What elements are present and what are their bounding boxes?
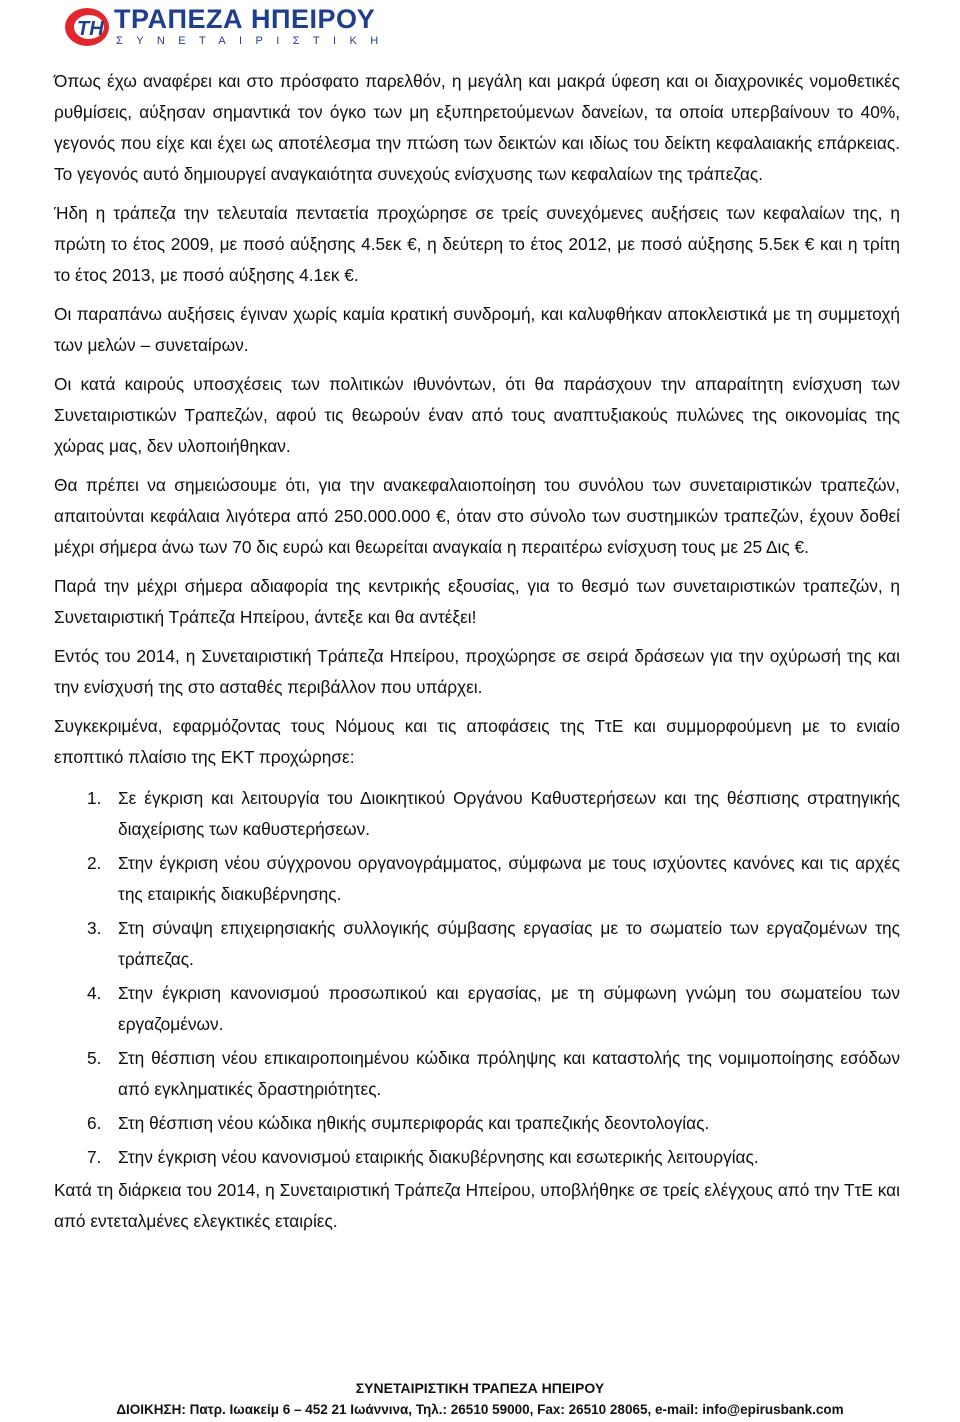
list-item-text: Στη θέσπιση νέου κώδικα ηθικής συμπεριφοράς και τραπεζικής δεοντολογίας. bbox=[118, 1113, 710, 1133]
list-item-number: 7. bbox=[87, 1147, 102, 1167]
logo-subtitle: ΣΥΝΕΤΑΙΡΙΣΤΙΚΗ bbox=[116, 35, 392, 47]
list-item-text: Σε έγκριση και λειτουργία του Διοικητικού Οργάνου Καθυστερήσεων και της θέσπισης στρατηγικής διαχείρισης των καθυστερήσεων. bbox=[118, 788, 900, 839]
list-item bbox=[54, 1043, 900, 1105]
list-item-text: Στη θέσπιση νέου επικαιροποιημένου κώδικα πρόληψης και καταστολής της νομιμοποίησης εσόδων από εγκληματικές δραστηριότητες. bbox=[118, 1048, 900, 1099]
paragraph-1: Όπως έχω αναφέρει και στο πρόσφατο παρελθόν, η μεγάλη και μακρά ύφεση και οι διαχρονικές νομοθετικές ρυθμίσεις, αύξησαν σημαντικά τον όγκο των μη εξυπηρετούμενων δανείων, τα οποία υπερβαίνουν το 40%, γεγονός που είχε και έχει ως αποτέλεσμα την πτώση των δεικτών και ιδίως του δείκτη κεφαλαιακής επάρκειας. Το γεγονός αυτό δημιουργεί αναγκαιότητα συνεχούς ενίσχυσης των κεφαλαίων της τράπεζας. bbox=[54, 71, 900, 184]
paragraph-2: Ήδη η τράπεζα την τελευταία πενταετία προχώρησε σε τρείς συνεχόμενες αυξήσεις των κεφαλαίων της, η πρώτη το έτος 2009, με ποσό αύξησης 4.5εκ €, η δεύτερη το έτος 2012, με ποσό αύξησης 5.5εκ € και η τρίτη το έτος 2013, με ποσό αύξησης 4.1εκ €. bbox=[54, 203, 900, 285]
logo-mark-icon bbox=[64, 6, 110, 48]
list-item bbox=[54, 913, 900, 975]
document-body bbox=[54, 66, 900, 1237]
list-item-number: 4. bbox=[87, 983, 102, 1003]
list-item bbox=[54, 1142, 900, 1173]
footer-address: ΔΙΟΙΚΗΣΗ: Πατρ. Ιωακείμ 6 – 452 21 Ιωάννινα, Τηλ.: 26510 59000, Fax: 26510 28065, e-mail: info@epirusbank.com bbox=[116, 1402, 844, 1417]
paragraph-7: Εντός του 2014, η Συνεταιριστική Τράπεζα Ηπείρου, προχώρησε σε σειρά δράσεων για την οχύρωσή της και την ενίσχυσή της στο ασταθές περιβάλλον που υπάρχει. bbox=[54, 646, 900, 697]
list-item-number: 2. bbox=[87, 853, 102, 873]
list-item-number: 5. bbox=[87, 1048, 102, 1068]
paragraph-3: Οι παραπάνω αυξήσεις έγιναν χωρίς καμία κρατική συνδρομή, και καλυφθήκαν αποκλειστικά με τη συμμετοχή των μελών – συνεταίρων. bbox=[54, 304, 900, 355]
footer-title: ΣΥΝΕΤΑΙΡΙΣΤΙΚΗ ΤΡΑΠΕΖΑ ΗΠΕΙΡΟΥ bbox=[355, 1380, 605, 1396]
paragraph-6: Παρά την μέχρι σήμερα αδιαφορία της κεντρικής εξουσίας, για το θεσμό των συνεταιριστικών τραπεζών, η Συνεταιριστική Τράπεζα Ηπείρου, άντεξε και θα αντέξει! bbox=[54, 576, 900, 627]
list-item-text: Στην έγκριση κανονισμού προσωπικού και εργασίας, με τη σύμφωνη γνώμη του σωματείου των εργαζομένων. bbox=[118, 983, 900, 1034]
actions-list bbox=[54, 783, 900, 1173]
list-item bbox=[54, 848, 900, 910]
list-item-text: Στη σύναψη επιχειρησιακής συλλογικής σύμβασης εργασίας με το σωματείο των εργαζομένων της τράπεζας. bbox=[118, 918, 900, 969]
paragraph-8: Συγκεκριμένα, εφαρμόζοντας τους Νόμους και τις αποφάσεις της ΤτΕ και συμμορφούμενη με το ενιαίο εποπτικό πλαίσιο της ΕΚΤ προχώρησε: bbox=[54, 716, 900, 767]
paragraph-5: Θα πρέπει να σημειώσουμε ότι, για την ανακεφαλαιοποίηση του συνόλου των συνεταιριστικών τραπεζών, απαιτούνται κεφάλαια λιγότερα από 250.000.000 €, όταν στο σύνολο των συστημικών τραπεζών, έχουν δοθεί μέχρι σήμερα άνω των 70 δις ευρώ και θεωρείται αναγκαία η περαιτέρω ενίσχυση τους με 25 Δις €. bbox=[54, 475, 900, 557]
list-item-number: 3. bbox=[87, 918, 102, 938]
paragraph-9: Κατά τη διάρκεια του 2014, η Συνεταιριστική Τράπεζα Ηπείρου, υποβλήθηκε σε τρείς ελέγχους από την ΤτΕ και από εντεταλμένες ελεγκτικές εταιρίες. bbox=[54, 1180, 900, 1231]
list-item bbox=[54, 978, 900, 1040]
list-item-number: 1. bbox=[87, 788, 102, 808]
bank-logo bbox=[64, 4, 392, 50]
list-item-number: 6. bbox=[87, 1113, 102, 1133]
logo-title: ΤΡΑΠΕΖΑ ΗΠΕΙΡΟΥ bbox=[114, 4, 376, 34]
list-item-text: Στην έγκριση νέου σύγχρονου οργανογράμματος, σύμφωνα με τους ισχύοντες κανόνες και τις αρχές της εταιρικής διακυβέρνησης. bbox=[118, 853, 900, 904]
list-item bbox=[54, 783, 900, 845]
paragraph-4: Οι κατά καιρούς υποσχέσεις των πολιτικών ιθυνόντων, ότι θα παράσχουν την απαραίτητη ενίσχυση των Συνεταιριστικών Τραπεζών, αφού τις θεωρούν έναν από τους αναπτυξιακούς πυλώνες της οικονομίας της χώρας μας, δεν υλοποιήθηκαν. bbox=[54, 374, 900, 456]
list-item-text: Στην έγκριση νέου κανονισμού εταιρικής διακυβέρνησης και εσωτερικής λειτουργίας. bbox=[118, 1147, 759, 1167]
svg-text:TH: TH bbox=[77, 18, 104, 40]
list-item bbox=[54, 1108, 900, 1139]
